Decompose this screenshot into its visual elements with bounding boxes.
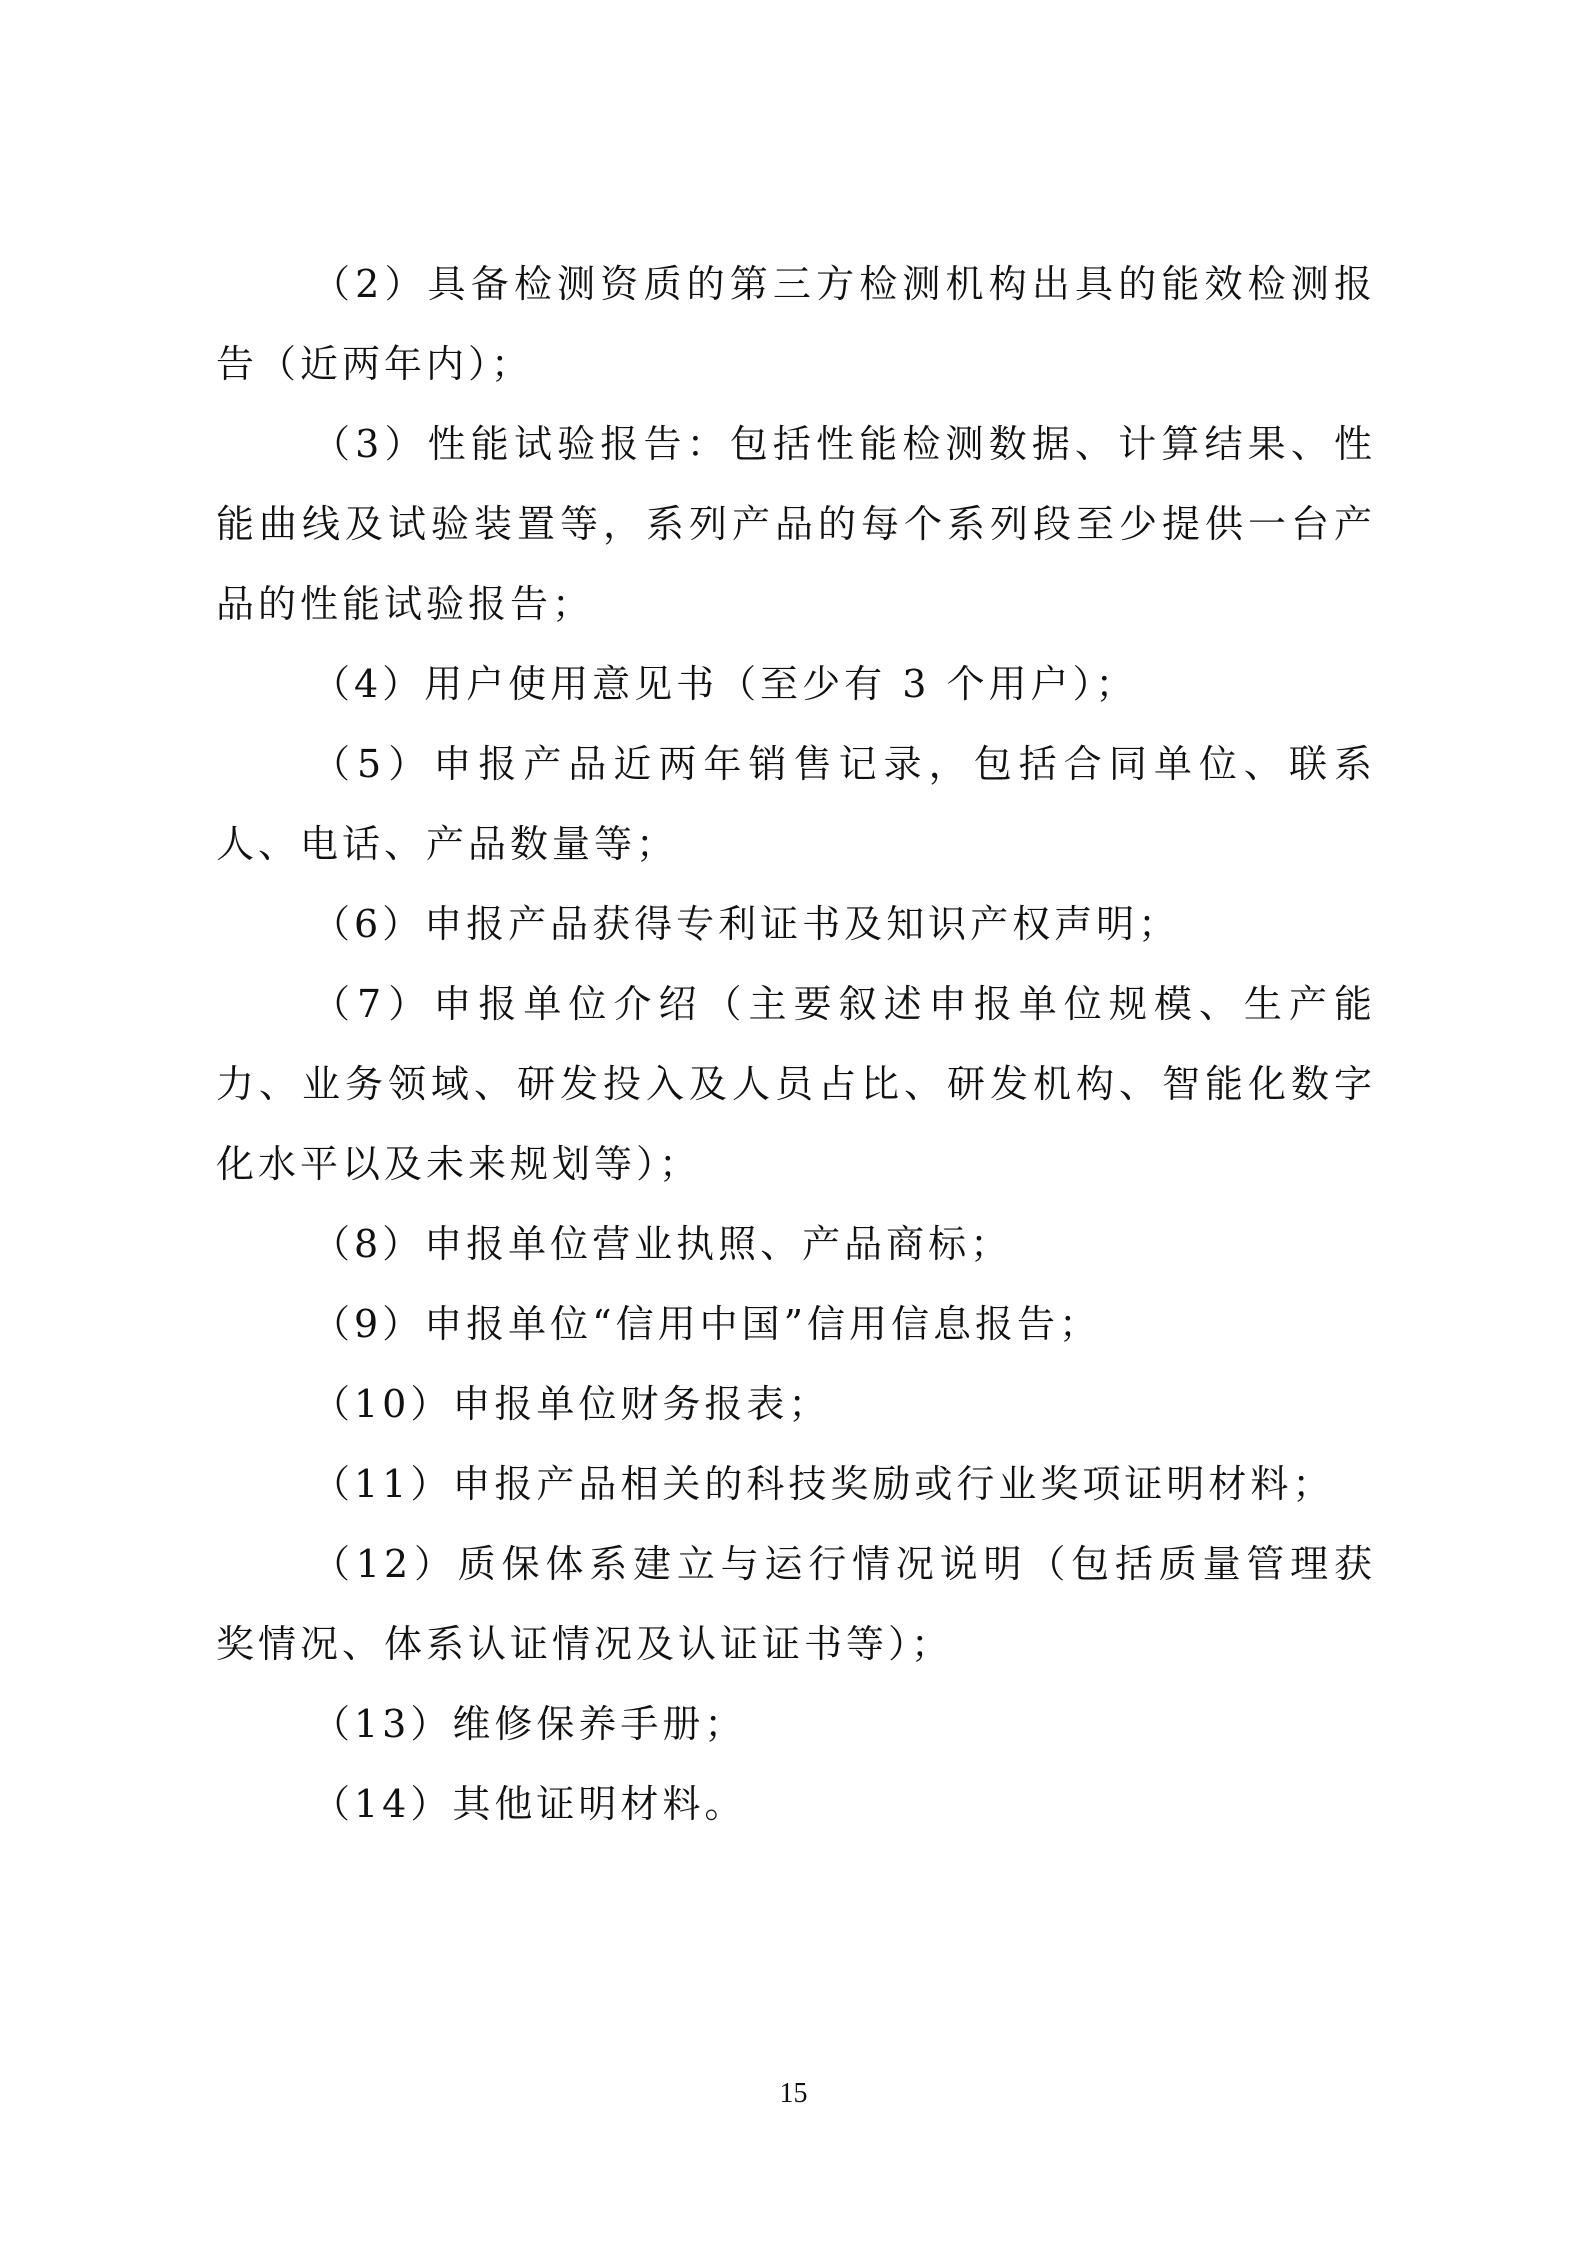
paragraph-item-13: （13）维修保养手册；	[312, 1702, 747, 1746]
paragraph-item-3: （3）性能试验报告：包括性能检测数据、计算结果、性能曲线及试验装置等，系列产品的每个系列段至少提供一台产品的性能试验报告；	[216, 422, 1376, 626]
paragraph-item-5: （5）申报产品近两年销售记录，包括合同单位、联系人、电话、产品数量等；	[216, 742, 1376, 866]
paragraph-item-12: （12）质保体系建立与运行情况说明（包括质量管理获奖情况、体系认证情况及认证证书等）；	[216, 1542, 1376, 1666]
paragraph-item-4: （4）用户使用意见书（至少有 3 个用户）；	[312, 662, 1138, 706]
paragraph-item-6: （6）申报产品获得专利证书及知识产权声明；	[312, 902, 1181, 946]
paragraph-item-10: （10）申报单位财务报表；	[312, 1382, 831, 1426]
paragraph-item-11: （11）申报产品相关的科技奖励或行业奖项证明材料；	[312, 1462, 1335, 1506]
paragraph-item-8: （8）申报单位营业执照、产品商标；	[312, 1222, 1013, 1266]
paragraph-item-9: （9）申报单位“信用中国”信用信息报告；	[312, 1302, 1102, 1346]
page-number: 15	[779, 2078, 808, 2109]
document-body	[216, 244, 1376, 1844]
paragraph-item-7: （7）申报单位介绍（主要叙述申报单位规模、生产能力、业务领域、研发投入及人员占比、研发机构、智能化数字化水平以及未来规划等）；	[216, 982, 1376, 1186]
paragraph-item-2: （2）具备检测资质的第三方检测机构出具的能效检测报告（近两年内）；	[216, 262, 1376, 386]
paragraph-item-14: （14）其他证明材料。	[312, 1782, 747, 1826]
